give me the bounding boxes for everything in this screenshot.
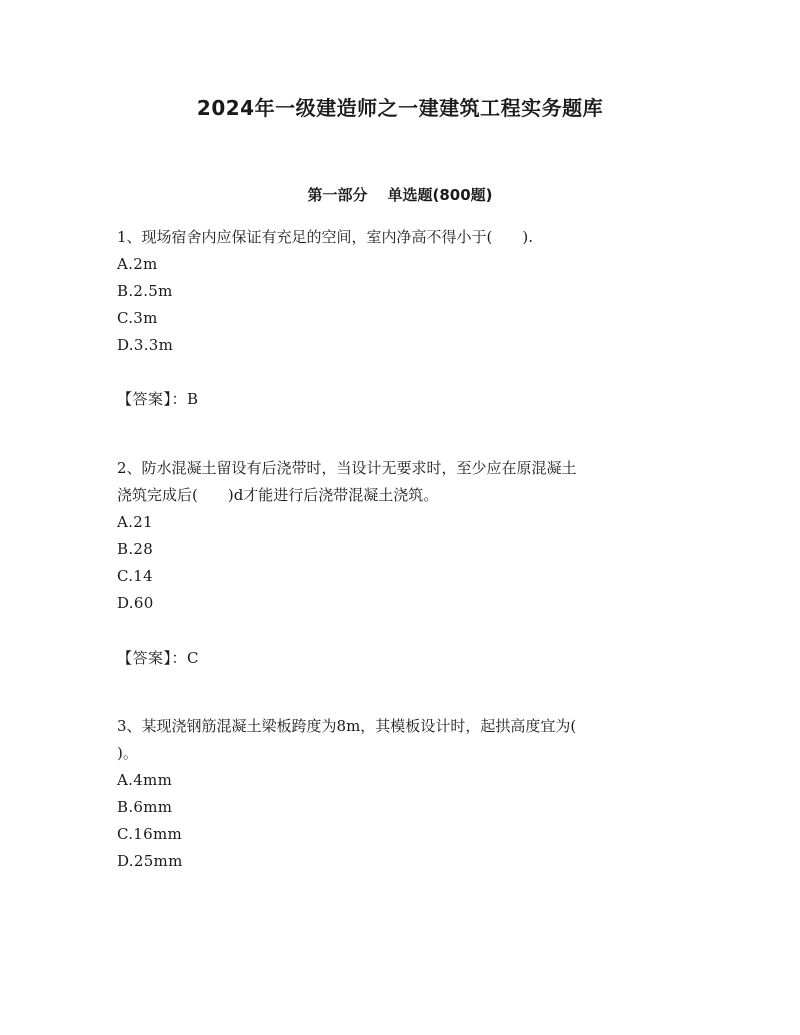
question-2-stem-line-1: 2、防水混凝土留设有后浇带时，当设计无要求时，至少应在原混凝土 bbox=[117, 459, 577, 477]
question-3-option-d: D.25mm bbox=[117, 852, 183, 870]
question-2-answer bbox=[117, 646, 692, 670]
question-2-stem-line-2: 浇筑完成后( )d才能进行后浇带混凝土浇筑。 bbox=[117, 486, 439, 504]
question-1-answer bbox=[117, 387, 692, 411]
answer-label: 【答案】： bbox=[117, 390, 188, 408]
question-3-stem-line-1: 3、某现浇钢筋混凝土梁板跨度为8m，其模板设计时，起拱高度宜为( bbox=[117, 717, 577, 735]
answer-value: C bbox=[187, 649, 199, 667]
question-3-option-c: C.16mm bbox=[117, 825, 183, 843]
section-part: 第一部分 bbox=[307, 186, 368, 204]
question-2-option-a: A.21 bbox=[117, 513, 153, 531]
question-1-stem: 1、现场宿舍内应保证有充足的空间，室内净高不得小于( ). bbox=[117, 228, 534, 246]
question-1-option-b: B.2.5m bbox=[117, 282, 173, 300]
question-2-option-c: C.14 bbox=[117, 567, 153, 585]
question-1-option-a: A.2m bbox=[117, 255, 158, 273]
question-3-option-a: A.4mm bbox=[117, 771, 173, 789]
answer-value: B bbox=[187, 390, 199, 408]
question-1-option-d: D.3.3m bbox=[117, 336, 174, 354]
question-3-stem-line-2: )。 bbox=[117, 744, 138, 762]
question-2-option-b: B.28 bbox=[117, 540, 154, 558]
document-title: 2024年一级建造师之一建建筑工程实务题库 bbox=[196, 96, 604, 120]
question-3-option-b: B.6mm bbox=[117, 798, 173, 816]
question-1-option-c: C.3m bbox=[117, 309, 158, 327]
section-heading bbox=[0, 183, 800, 207]
answer-label: 【答案】： bbox=[117, 649, 188, 667]
question-2-option-d: D.60 bbox=[117, 594, 154, 612]
section-name: 单选题(800题) bbox=[387, 186, 493, 204]
